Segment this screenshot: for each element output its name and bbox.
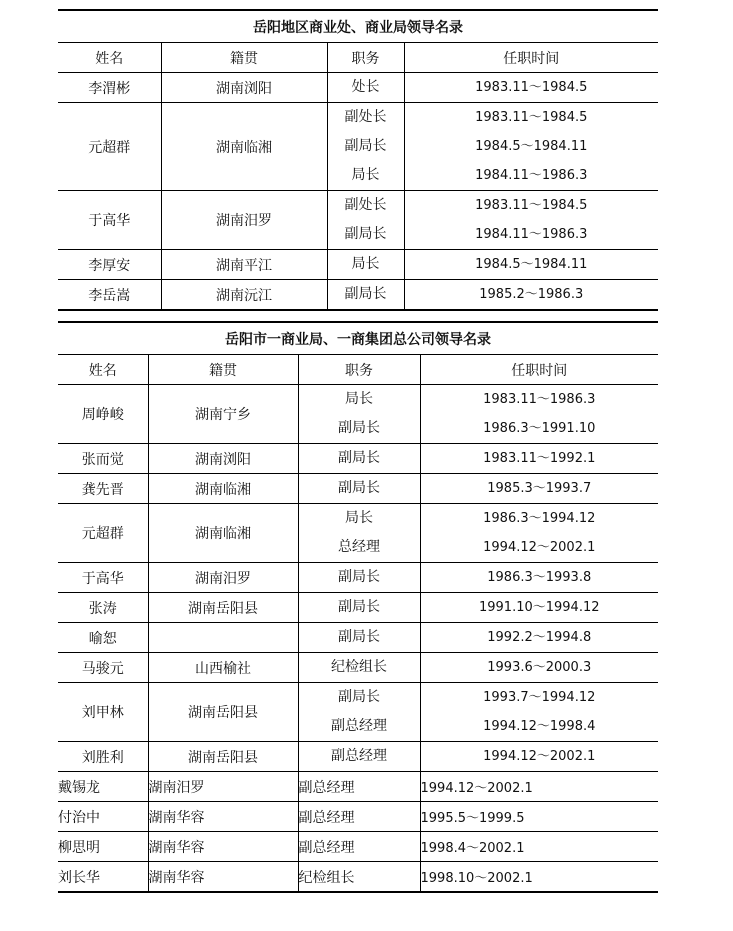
post-period: 1994.12～2002.1 [483,749,596,764]
table-row [58,862,658,893]
post-title: 副总经理 [298,832,420,862]
table-row [58,683,658,742]
post-periods [420,563,658,593]
person-origin: 湖南宁乡 [148,385,298,444]
header-period: 任职时间 [420,355,658,385]
post-titles [298,385,420,444]
post-period: 1993.7～1994.12 [483,690,596,705]
table-row [58,444,658,474]
person-origin: 湖南华容 [148,862,298,893]
table-row [58,832,658,862]
post-title: 处长 [351,79,380,95]
post-title: 副局长 [338,480,380,496]
post-title: 副总经理 [298,772,420,802]
person-origin: 湖南岳阳县 [148,593,298,623]
table-title: 岳阳市一商业局、一商集团总公司领导名录 [58,322,658,355]
table-row [58,593,658,623]
post-title: 副局长 [338,450,380,466]
post-period: 1983.11～1984.5 [475,80,588,95]
post-titles [298,623,420,653]
post-title: 纪检组长 [298,862,420,893]
post-period: 1983.11～1986.3 [483,392,596,407]
post-period: 1985.2～1986.3 [479,287,584,302]
table-row [58,474,658,504]
table-row [58,103,658,191]
commerce-office-leaders-table [58,9,658,311]
header-origin: 籍贯 [161,43,327,73]
table-row [58,653,658,683]
post-title: 副局长 [338,599,380,615]
person-name: 刘长华 [58,862,148,893]
post-periods [404,250,658,280]
table-row [58,280,658,311]
post-titles [298,683,420,742]
post-period: 1994.12～2002.1 [420,772,658,802]
person-origin: 山西榆社 [148,653,298,683]
post-titles [298,742,420,772]
header-period: 任职时间 [404,43,658,73]
post-periods [404,103,658,191]
post-titles [298,444,420,474]
post-title: 副处长 [344,109,387,125]
post-periods [404,280,658,311]
post-title: 局长 [345,391,373,407]
post-title: 局长 [351,167,380,183]
person-name: 马骏元 [58,653,148,683]
post-titles [327,191,404,250]
post-title: 副局长 [338,689,380,705]
post-period: 1983.11～1992.1 [483,451,596,466]
table-row [58,385,658,444]
table-row [58,772,658,802]
person-origin: 湖南临湘 [148,474,298,504]
person-origin: 湖南岳阳县 [148,742,298,772]
post-periods [420,504,658,563]
post-titles [298,504,420,563]
person-origin: 湖南岳阳县 [148,683,298,742]
table-row [58,504,658,563]
post-title: 副局长 [344,138,387,154]
post-periods [420,683,658,742]
person-origin: 湖南沅江 [161,280,327,311]
table-row [58,742,658,772]
post-titles [298,474,420,504]
post-period: 1985.3～1993.7 [487,481,592,496]
person-name: 周峥峻 [58,385,148,444]
person-name: 张涛 [58,593,148,623]
person-origin: 湖南浏阳 [148,444,298,474]
table-row [58,623,658,653]
post-title: 局长 [345,510,373,526]
person-origin: 湖南汨罗 [148,772,298,802]
post-period: 1984.11～1986.3 [475,227,588,242]
header-origin: 籍贯 [148,355,298,385]
person-origin: 湖南汨罗 [161,191,327,250]
post-title: 副总经理 [331,748,387,764]
post-periods [420,593,658,623]
post-titles [327,280,404,311]
table-title: 岳阳地区商业处、商业局领导名录 [58,10,658,43]
post-title: 副局长 [338,420,380,436]
person-name: 戴锡龙 [58,772,148,802]
post-period: 1984.11～1986.3 [475,168,588,183]
person-name: 元超群 [58,504,148,563]
post-title: 总经理 [338,539,380,555]
person-name: 刘甲林 [58,683,148,742]
post-period: 1983.11～1984.5 [475,198,588,213]
post-period: 1993.6～2000.3 [487,660,592,675]
person-origin: 湖南平江 [161,250,327,280]
person-origin: 湖南临湘 [161,103,327,191]
post-periods [420,653,658,683]
post-title: 纪检组长 [331,659,387,675]
post-period: 1984.5～1984.11 [475,139,588,154]
commerce-bureau-leaders-table [58,321,658,893]
post-titles [327,103,404,191]
person-name: 元超群 [58,103,161,191]
post-periods [420,742,658,772]
post-title: 局长 [351,256,380,272]
post-period: 1992.2～1994.8 [487,630,592,645]
table-row [58,191,658,250]
person-name: 喻恕 [58,623,148,653]
person-name: 龚先晋 [58,474,148,504]
post-period: 1983.11～1984.5 [475,110,588,125]
post-period: 1998.4～2002.1 [420,832,658,862]
post-period: 1994.12～2002.1 [483,540,596,555]
post-title: 副总经理 [331,718,387,734]
table-row [58,802,658,832]
post-period: 1986.3～1991.10 [483,421,596,436]
header-name: 姓名 [58,355,148,385]
post-title: 副总经理 [298,802,420,832]
person-origin [148,623,298,653]
post-period: 1986.3～1993.8 [487,570,592,585]
person-name: 于高华 [58,563,148,593]
person-name: 张而觉 [58,444,148,474]
table-row [58,250,658,280]
post-period: 1991.10～1994.12 [478,600,600,615]
post-titles [327,73,404,103]
table-row [58,73,658,103]
person-name: 李岳嵩 [58,280,161,311]
person-origin: 湖南华容 [148,832,298,862]
document-page [58,9,658,893]
post-period: 1984.5～1984.11 [475,257,588,272]
person-name: 于高华 [58,191,161,250]
post-periods [420,474,658,504]
post-titles [298,653,420,683]
header-post: 职务 [298,355,420,385]
post-titles [298,563,420,593]
post-periods [420,623,658,653]
person-name: 付治中 [58,802,148,832]
post-title: 副局长 [344,226,387,242]
post-titles [327,250,404,280]
post-periods [404,73,658,103]
person-name: 柳思明 [58,832,148,862]
header-post: 职务 [327,43,404,73]
post-period: 1998.10～2002.1 [420,862,658,893]
person-origin: 湖南汨罗 [148,563,298,593]
person-name: 刘胜利 [58,742,148,772]
post-period: 1994.12～1998.4 [483,719,596,734]
person-name: 李厚安 [58,250,161,280]
header-name: 姓名 [58,43,161,73]
table-row [58,563,658,593]
post-period: 1986.3～1994.12 [483,511,596,526]
post-period: 1995.5～1999.5 [420,802,658,832]
post-title: 副处长 [344,197,387,213]
person-name: 李渭彬 [58,73,161,103]
person-origin: 湖南华容 [148,802,298,832]
person-origin: 湖南浏阳 [161,73,327,103]
post-title: 副局长 [344,286,387,302]
post-title: 副局长 [338,569,380,585]
post-periods [420,444,658,474]
post-titles [298,593,420,623]
post-periods [404,191,658,250]
post-title: 副局长 [338,629,380,645]
person-origin: 湖南临湘 [148,504,298,563]
post-periods [420,385,658,444]
